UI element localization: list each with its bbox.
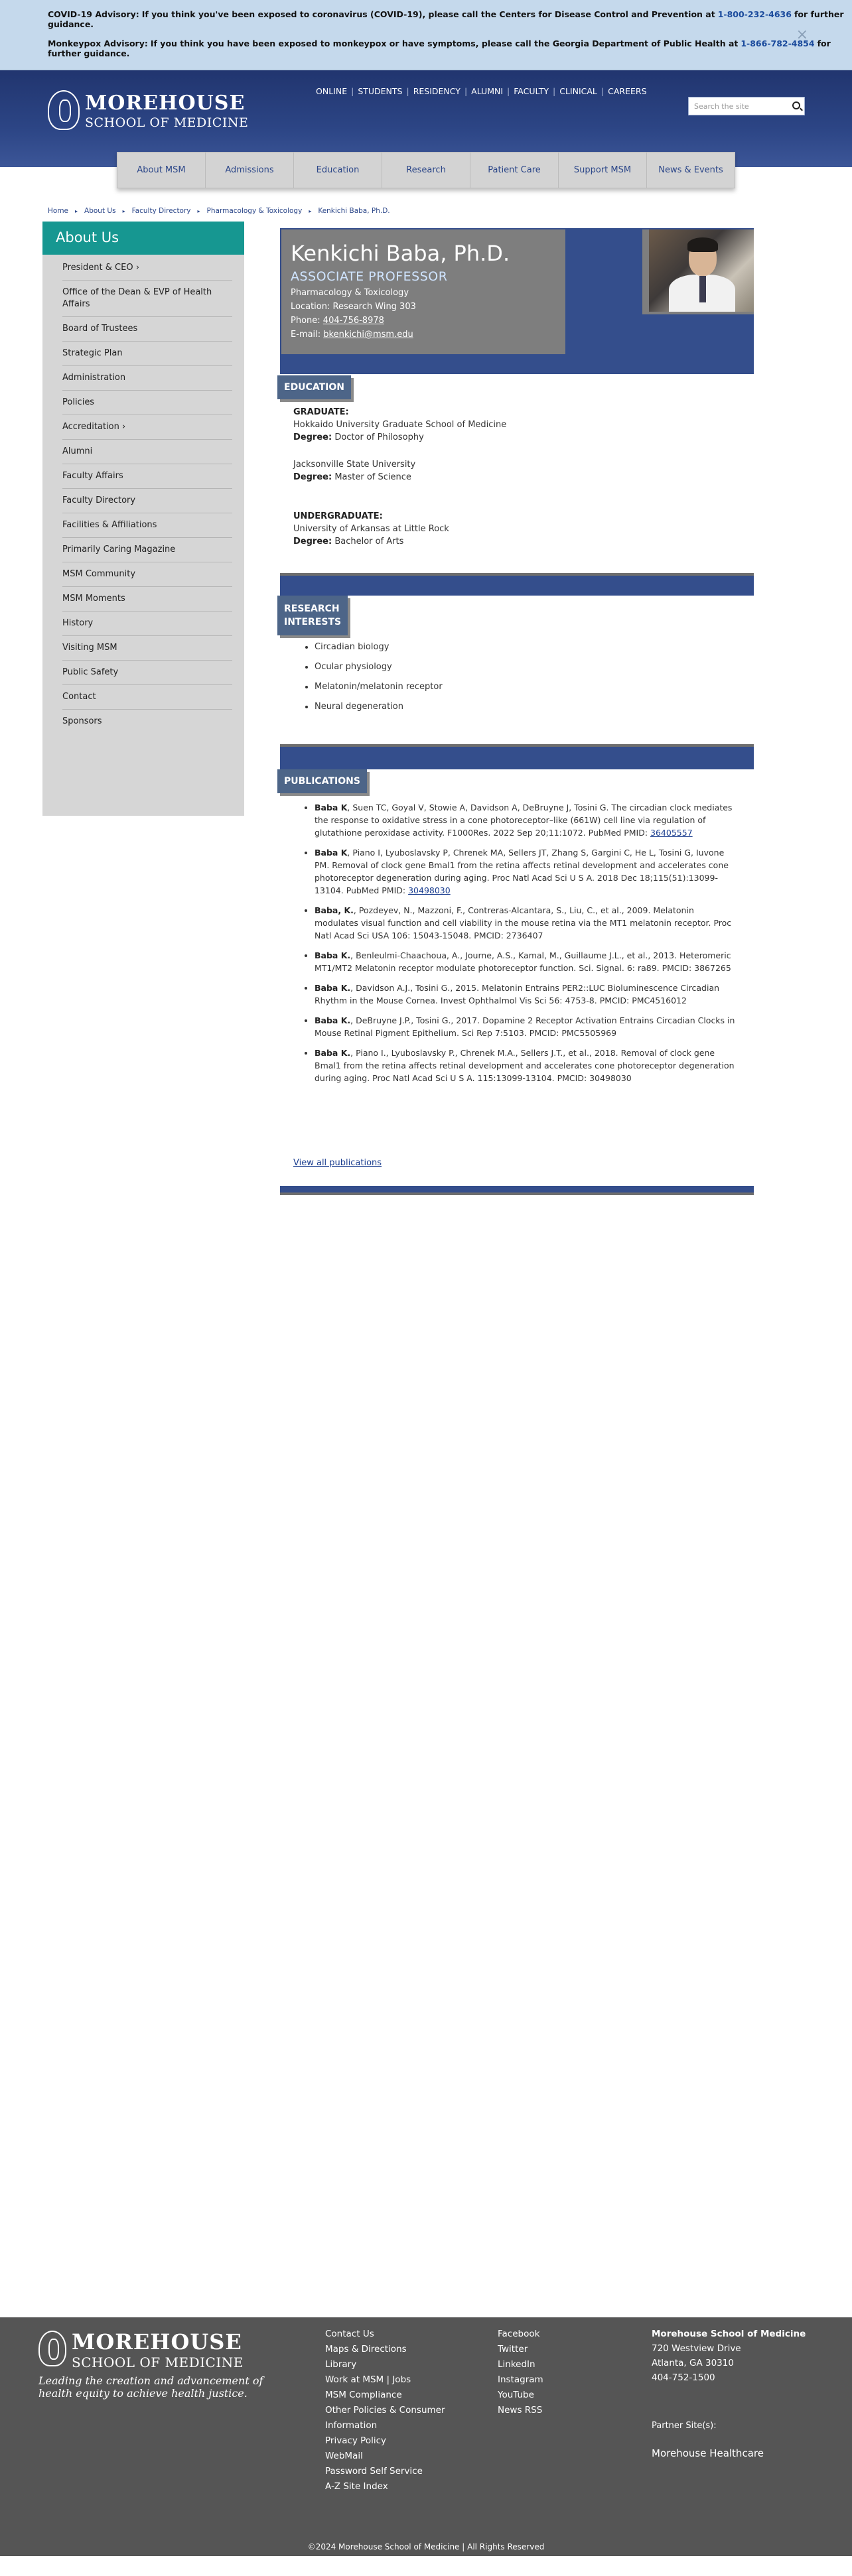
pub-author: Baba K.	[315, 1048, 351, 1058]
research-heading-line1: RESEARCH	[284, 604, 340, 614]
footer-link-instagram[interactable]: Instagram	[498, 2374, 543, 2385]
footer-link-other-policies[interactable]: Other Policies & Consumer Information	[325, 2405, 445, 2431]
education-section	[293, 406, 506, 548]
footer-address-line2: Atlanta, GA 30310	[652, 2358, 734, 2368]
search-input[interactable]	[688, 97, 805, 115]
footer-link-twitter[interactable]: Twitter	[498, 2344, 528, 2354]
sidebar	[42, 222, 244, 816]
covid-advisory-label: COVID-19 Advisory:	[48, 9, 139, 19]
list-item: • Neural degeneration	[315, 700, 443, 713]
profile-photo	[649, 229, 754, 312]
sidebar-item-strategic-plan[interactable]: Strategic Plan	[62, 342, 232, 366]
breadcrumb-separator-icon: ▸	[197, 208, 200, 214]
sidebar-item-alumni[interactable]: Alumni	[62, 440, 232, 464]
grad2-degree: Master of Science	[334, 472, 411, 482]
pubmed-link[interactable]: 30498030	[408, 885, 451, 895]
audience-link-faculty[interactable]: FACULTY	[514, 86, 549, 96]
pub-citation: , Benleulmi-Chaachoua, A., Journe, A.S., Kamal, M., Guillaume J.L., et al., 2013. Heteromeric MT1/MT2 Melatonin receptor modulate photoreceptor function. Sci. Signal. 6: ra89. PMCID: 3867265	[315, 950, 731, 973]
nav-separator: |	[507, 86, 510, 96]
footer-link-privacy[interactable]: Privacy Policy	[325, 2435, 387, 2446]
profile-title: ASSOCIATE PROFESSOR	[291, 269, 448, 284]
footer-address-line1: 720 Westview Drive	[652, 2343, 741, 2354]
profile-email-link[interactable]: bkenkichi@msm.edu	[323, 330, 413, 340]
breadcrumb-about-us[interactable]: About Us	[84, 207, 116, 215]
footer-link-maps[interactable]: Maps & Directions	[325, 2344, 407, 2354]
footer-link-webmail[interactable]: WebMail	[325, 2451, 363, 2461]
footer-logo-subtitle[interactable]: SCHOOL OF MEDICINE	[72, 2354, 244, 2370]
footer-link-password[interactable]: Password Self Service	[325, 2466, 423, 2477]
sidebar-item-public-safety[interactable]: Public Safety	[62, 661, 232, 685]
sidebar-item-accreditation[interactable]: Accreditation ›	[62, 415, 232, 440]
audience-link-clinical[interactable]: CLINICAL	[559, 86, 597, 96]
mpox-phone-link[interactable]: 1-866-782-4854	[741, 38, 815, 48]
audience-link-alumni[interactable]: ALUMNI	[471, 86, 504, 96]
publications-list	[299, 801, 737, 1092]
logo-subtitle[interactable]: SCHOOL OF MEDICINE	[85, 115, 249, 130]
breadcrumb-faculty-directory[interactable]: Faculty Directory	[131, 207, 191, 215]
publication-item	[315, 846, 737, 897]
pub-author: Baba K.	[315, 1015, 351, 1025]
audience-link-online[interactable]: ONLINE	[316, 86, 348, 96]
close-icon[interactable]: ×	[796, 27, 808, 43]
list-item: • Ocular physiology	[315, 661, 443, 673]
sidebar-item-visiting[interactable]: Visiting MSM	[62, 636, 232, 661]
site-footer	[0, 2317, 852, 2556]
sidebar-item-office-of-dean[interactable]: Office of the Dean & EVP of Health Affairs	[62, 281, 232, 317]
main-nav-admissions[interactable]: Admissions	[206, 153, 294, 188]
footer-partner-label: Partner Site(s):	[652, 2421, 717, 2431]
profile-location: Location: Research Wing 303	[291, 302, 416, 312]
publication-item	[315, 1047, 737, 1084]
search-icon[interactable]	[792, 101, 800, 109]
nav-separator: |	[464, 86, 468, 96]
grad1-degree-label: Degree:	[293, 432, 332, 442]
research-interests-list	[299, 641, 443, 720]
breadcrumb-home[interactable]: Home	[48, 207, 69, 215]
sidebar-title: About Us	[42, 222, 244, 255]
publication-item	[315, 1014, 737, 1039]
nav-separator: |	[406, 86, 409, 96]
main-nav-research[interactable]: Research	[382, 153, 470, 188]
photo-hair	[687, 237, 718, 252]
footer-logo-wordmark[interactable]: MOREHOUSE	[72, 2329, 242, 2354]
pub-citation: , DeBruyne J.P., Tosini G., 2017. Dopamine 2 Receptor Activation Entrains Circadian Clocks in Mouse Retinal Pigment Epithelium. Sci Rep 7:5103. PMCID: PMC5505969	[315, 1015, 735, 1038]
divider	[280, 1192, 754, 1195]
ug-degree-label: Degree:	[293, 537, 332, 547]
sidebar-item-board[interactable]: Board of Trustees	[62, 317, 232, 342]
nav-separator: |	[351, 86, 354, 96]
breadcrumb-current: Kenkichi Baba, Ph.D.	[318, 207, 390, 215]
covid-advisory-text: If you think you've been exposed to coronavirus (COVID-19), please call the Centers for Disease Control and Prevention at	[141, 9, 715, 19]
audience-nav	[312, 86, 651, 96]
sidebar-item-faculty-affairs[interactable]: Faculty Affairs	[62, 464, 232, 489]
breadcrumb-separator-icon: ▸	[75, 208, 78, 214]
covid-advisory-tail: for further guidance.	[48, 9, 844, 29]
breadcrumb	[48, 207, 397, 216]
profile-name: Kenkichi Baba, Ph.D.	[291, 241, 510, 266]
profile-phone-link[interactable]: 404-756-8978	[322, 316, 384, 326]
publication-item	[315, 982, 737, 1007]
grad1-degree: Doctor of Philosophy	[334, 432, 424, 442]
divider-band	[280, 1186, 754, 1192]
sidebar-item-contact[interactable]: Contact	[62, 685, 232, 710]
sidebar-item-faculty-directory[interactable]: Faculty Directory	[62, 489, 232, 513]
pub-author: Baba K.	[315, 950, 351, 960]
divider-band	[280, 576, 754, 596]
monkeypox-advisory	[48, 38, 852, 58]
breadcrumb-department[interactable]: Pharmacology & Toxicology	[206, 207, 303, 215]
profile-phone-row	[291, 316, 556, 326]
copyright: ©2024 Morehouse School of Medicine | All Rights Reserved	[307, 2542, 545, 2551]
publication-item	[315, 801, 737, 839]
publication-item	[315, 949, 737, 974]
mpox-advisory-label: Monkeypox Advisory:	[48, 38, 148, 48]
footer-link-youtube[interactable]: YouTube	[498, 2390, 534, 2400]
research-heading-line2: INTERESTS	[284, 617, 342, 627]
sidebar-item-president[interactable]: President & CEO ›	[62, 256, 232, 281]
pub-citation: , Davidson A.J., Tosini G., 2015. Melatonin Entrains PER2::LUC Bioluminescence Circadian Rhythm in the Mouse Cornea. Invest Ophthalmol Vis Sci 56: 4753-8. PMCID: PMC4516012	[315, 983, 720, 1005]
pub-author: Baba K	[315, 803, 348, 812]
sidebar-item-primarily-caring[interactable]: Primarily Caring Magazine	[62, 538, 232, 562]
pub-author: Baba K	[315, 848, 348, 858]
ug-school: University of Arkansas at Little Rock	[293, 524, 449, 534]
audience-link-residency[interactable]: RESIDENCY	[413, 86, 461, 96]
undergrad-label: UNDERGRADUATE:	[293, 511, 383, 521]
audience-link-careers[interactable]: CAREERS	[608, 86, 647, 96]
sidebar-item-history[interactable]: History	[62, 612, 232, 636]
grad1-school: Hokkaido University Graduate School of Medicine	[293, 420, 507, 430]
pubmed-link[interactable]: 36405557	[650, 828, 693, 838]
breadcrumb-separator-icon: ▸	[309, 208, 312, 214]
pub-citation: , Piano I, Lyuboslavsky P, Chrenek MA, Sellers JT, Zhang S, Gargini C, He L, Tosini G, Iuvone PM. Removal of clock gene Bmal1 from the retina affects retinal development and accelerates cone photoreceptor degeneration during aging. Proc Natl Acad Sci U S A. 2018 Dec 18;115(51):13099-13104. PubMed PMID:	[315, 848, 729, 895]
footer-partner-link[interactable]: Morehouse Healthcare	[652, 2447, 764, 2459]
footer-seal-icon[interactable]	[38, 2331, 66, 2366]
footer-tagline: Leading the creation and advancement of health equity to achieve health justice.	[38, 2374, 263, 2400]
profile-card	[281, 229, 565, 354]
covid-phone-link[interactable]: 1-800-232-4636	[717, 9, 792, 19]
footer-address-name: Morehouse School of Medicine	[652, 2329, 806, 2339]
photo-tie	[699, 276, 706, 302]
sidebar-item-facilities[interactable]: Facilities & Affiliations	[62, 513, 232, 538]
search-placeholder: Search the site	[694, 102, 749, 111]
nav-separator: |	[553, 86, 556, 96]
footer-link-news-rss[interactable]: News RSS	[498, 2405, 543, 2415]
pub-author: Baba, K.	[315, 905, 354, 915]
main-nav-news-events[interactable]: News & Events	[658, 165, 723, 175]
main-nav-support[interactable]: Support MSM	[559, 153, 647, 188]
education-heading: EDUCATION	[277, 375, 351, 399]
main-nav-education[interactable]: Education	[294, 153, 382, 188]
breadcrumb-separator-icon: ▸	[122, 208, 125, 214]
main-nav-patient-care[interactable]: Patient Care	[470, 153, 559, 188]
footer-link-contact[interactable]: Contact Us	[325, 2329, 374, 2339]
sidebar-item-msm-moments[interactable]: MSM Moments	[62, 587, 232, 612]
publication-item	[315, 904, 737, 942]
footer-address	[652, 2327, 806, 2385]
footer-links-col2	[498, 2327, 543, 2418]
divider-band	[280, 747, 754, 769]
footer-link-linkedin[interactable]: LinkedIn	[498, 2359, 535, 2370]
covid-advisory	[48, 9, 852, 29]
audience-link-students[interactable]: STUDENTS	[358, 86, 403, 96]
sidebar-list	[42, 255, 244, 734]
profile-department: Pharmacology & Toxicology	[291, 288, 409, 298]
pub-citation: , Suen TC, Goyal V, Stowie A, Davidson A, DeBruyne J, Tosini G. The circadian clock mediates the response to oxidative stress in a cone photoreceptor–like (661W) cell line via regulation of glutathione peroxidase activity. F1000Res. 2022 Sep 20;11:1072. PubMed PMID:	[315, 803, 733, 838]
main-nav-about[interactable]: About MSM	[117, 153, 206, 188]
footer-link-facebook[interactable]: Facebook	[498, 2329, 540, 2339]
nav-separator: |	[601, 86, 604, 96]
profile-email-label: E-mail:	[291, 330, 321, 340]
grad2-school: Jacksonville State University	[293, 460, 416, 470]
publications-heading: PUBLICATIONS	[277, 769, 367, 793]
view-all-publications-link[interactable]: View all publications	[293, 1158, 382, 1168]
pub-citation: , Piano I., Lyuboslavsky P., Chrenek M.A., Sellers J.T., et al., 2018. Removal of clock gene Bmal1 from the retina affects retinal development and accelerates cone photoreceptor degeneration during aging. Proc Natl Acad Sci U S A. 115:13099-13104. PMCID: 30498030	[315, 1048, 735, 1083]
sidebar-item-msm-community[interactable]: MSM Community	[62, 562, 232, 587]
main-nav	[117, 152, 735, 188]
pub-author: Baba K.	[315, 983, 351, 993]
list-item: • Circadian biology	[315, 641, 443, 653]
sidebar-item-administration[interactable]: Administration	[62, 366, 232, 391]
mpox-advisory-text: If you think you have been exposed to monkeypox or have symptoms, please call the Georgia Department of Public Health at	[150, 38, 739, 48]
footer-link-az-index[interactable]: A-Z Site Index	[325, 2481, 388, 2492]
footer-link-library[interactable]: Library	[325, 2359, 357, 2370]
mpox-advisory-tail: for further guidance.	[48, 38, 831, 58]
grad2-degree-label: Degree:	[293, 472, 332, 482]
footer-link-jobs[interactable]: Work at MSM | Jobs	[325, 2374, 411, 2385]
footer-address-phone[interactable]: 404-752-1500	[652, 2372, 715, 2383]
logo-wordmark[interactable]: MOREHOUSE	[85, 92, 246, 115]
footer-links-col1	[325, 2327, 471, 2494]
profile-phone-label: Phone:	[291, 316, 320, 326]
research-heading	[277, 596, 348, 635]
graduate-label: GRADUATE:	[293, 407, 349, 417]
sidebar-item-policies[interactable]: Policies	[62, 391, 232, 415]
profile-email-row	[291, 330, 556, 340]
profile-photo-frame	[642, 229, 754, 314]
sidebar-item-sponsors[interactable]: Sponsors	[62, 716, 102, 726]
advisory-bar	[0, 0, 852, 70]
logo-seal-icon[interactable]	[48, 90, 80, 130]
footer-link-compliance[interactable]: MSM Compliance	[325, 2390, 402, 2400]
list-item: • Melatonin/melatonin receptor	[315, 680, 443, 693]
ug-degree: Bachelor of Arts	[334, 537, 404, 547]
pub-citation: , Pozdeyev, N., Mazzoni, F., Contreras-Alcantara, S., Liu, C., et al., 2009. Melatonin modulates visual function and cell viability in the mouse retina via the MT1 melatonin receptor. Proc Natl Acad Sci USA 106: 15043-15048. PMCID: 2736407	[315, 905, 732, 940]
